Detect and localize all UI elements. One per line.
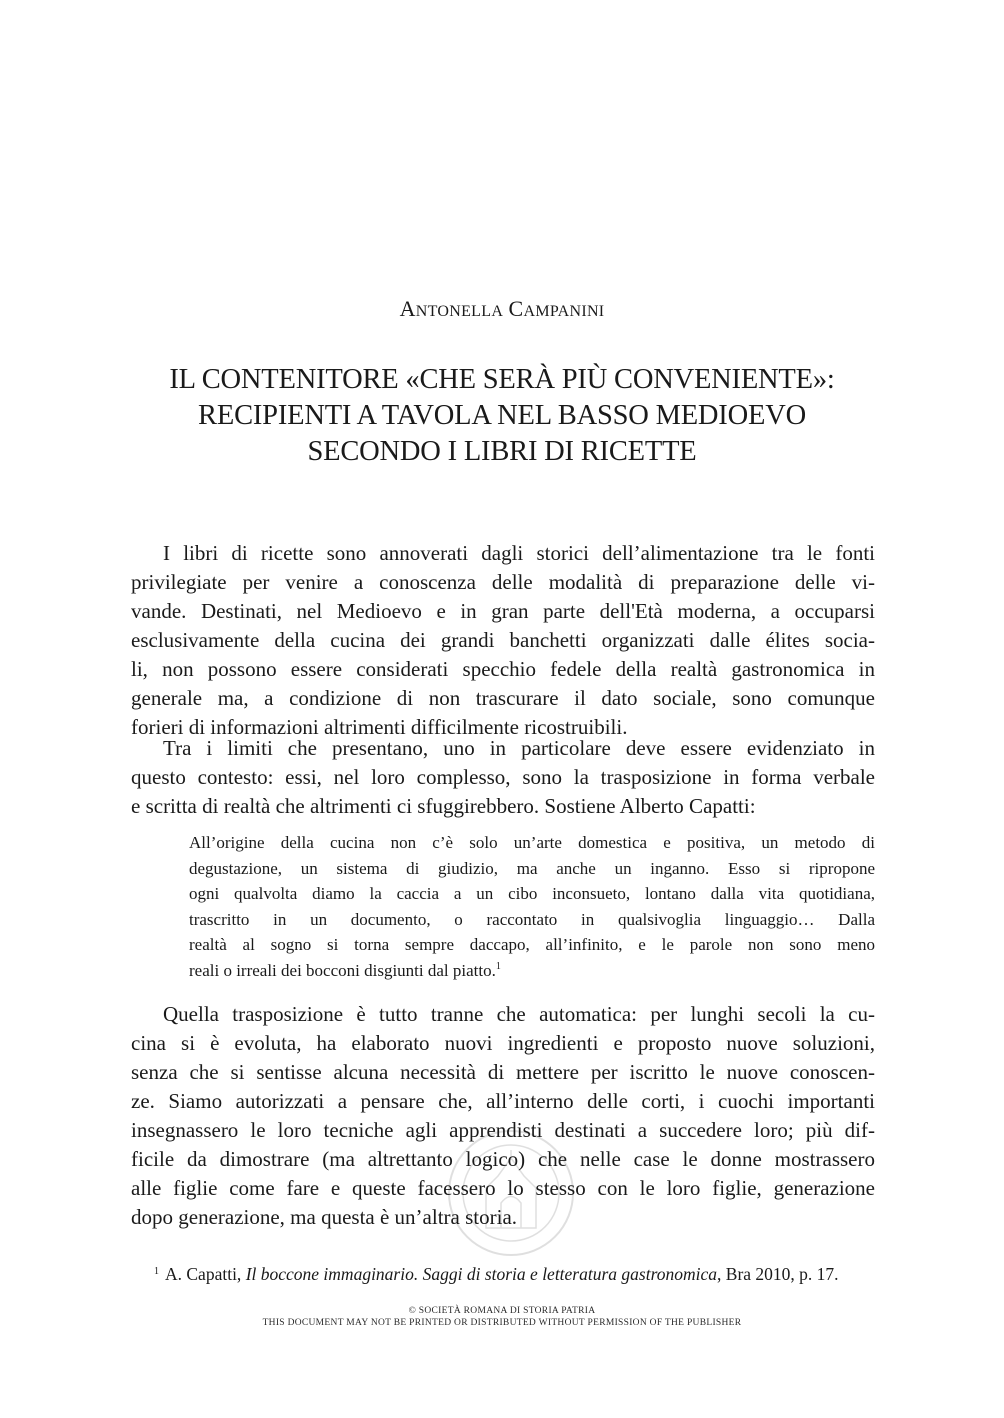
footnote-author: A. Capatti, (165, 1264, 242, 1284)
quote-line-last (189, 958, 875, 984)
author-first-rest: NTONELLA (415, 303, 504, 320)
text-line: vande. Destinati, nel Medioevo e in gran parte dell'Età moderna, a occuparsi (131, 599, 875, 623)
quote-line: ogni qualvolta diamo la caccia a un cibo inconsueto, lontano dalla vita quotidiana, (189, 884, 875, 903)
paragraph-1 (131, 539, 875, 742)
paragraph-2 (131, 734, 875, 821)
author-last-initial: C (508, 296, 524, 321)
text-line: alle figlie come fare e queste facessero lo stesso con le loro figlie, generazione (131, 1176, 875, 1200)
text-line: ze. Siamo autorizzati a pensare che, all’interno delle corti, i cuochi importanti (131, 1089, 875, 1113)
text-line: privilegiate per venire a conoscenza delle modalità di preparazione delle vi- (131, 570, 875, 594)
author-name (0, 296, 1004, 322)
copyright-notice (0, 1305, 1004, 1329)
text-line: ficile da dimostrare (ma altrettanto logico) che nelle case le donne mostrassero (131, 1147, 875, 1171)
title-line: SECONDO I LIBRI DI RICETTE (307, 436, 697, 467)
paragraph-3 (131, 1000, 875, 1232)
author-last-rest: AMPANINI (523, 303, 605, 320)
title-line: RECIPIENTI A TAVOLA NEL BASSO MEDIOEVO (198, 400, 806, 431)
text-line: generale ma, a condizione di non trascurare il dato sociale, sono comunque (131, 686, 875, 710)
footnote-number: 1 (154, 1266, 159, 1277)
text-line: Quella trasposizione è tutto tranne che automatica: per lunghi secoli la cu- (163, 1002, 875, 1026)
text-line: cina si è evoluta, ha elaborato nuovi ingredienti e proposto nuove soluzioni, (131, 1031, 875, 1055)
article-title (0, 362, 1004, 470)
quote-line: degustazione, un sistema di giudizio, ma anche un inganno. Esso si ripropone (189, 858, 875, 878)
copyright-line-2: THIS DOCUMENT MAY NOT BE PRINTED OR DISTRIBUTED WITHOUT PERMISSION OF THE PUBLISHER (262, 1318, 742, 1328)
text-line: senza che si sentisse alcuna necessità di mettere per iscritto le nuove conoscen- (131, 1060, 875, 1084)
quote-text: reali o irreali dei bocconi disgiunti dal piatto. (189, 960, 496, 980)
footnote-reference[interactable]: 1 (495, 960, 501, 972)
quote-line: trascritto in un documento, o raccontato in qualsivoglia linguaggio… Dalla (189, 909, 875, 929)
text-line: e scritta di realtà che altrimenti ci sfuggirebbero. Sostiene Alberto Capatti: (131, 794, 756, 818)
block-quote (189, 830, 875, 983)
quote-line: realtà al sogno si torna sempre daccapo, all’infinito, e le parole non sono meno (189, 935, 875, 954)
text-line: questo contesto: essi, nel loro complesso, sono la trasposizione in forma verbale (131, 765, 875, 789)
copyright-line-1: © SOCIETÀ ROMANA DI STORIA PATRIA (408, 1306, 596, 1316)
footnote-rest: , Bra 2010, p. 17. (717, 1264, 839, 1284)
footnote (154, 1260, 876, 1286)
footnote-work-title: Il boccone immaginario. Saggi di storia e letteratura gastronomica (245, 1264, 718, 1284)
text-line: esclusivamente della cucina dei grandi banchetti organizzati dalle élites socia- (131, 628, 875, 652)
quote-line: All’origine della cucina non c’è solo un’arte domestica e positiva, un metodo di (189, 833, 875, 852)
text-line: li, non possono essere considerati specchio fedele della realtà gastronomica in (131, 657, 875, 681)
text-line: dopo generazione, ma questa è un’altra storia. (131, 1205, 518, 1229)
author-first-initial: A (399, 296, 416, 321)
text-line: Tra i limiti che presentano, uno in particolare deve essere evidenziato in (163, 736, 875, 760)
text-line: forieri di informazioni altrimenti difficilmente ricostruibili. (131, 715, 628, 739)
text-line: I libri di ricette sono annoverati dagli storici dell’alimentazione tra le fonti (163, 541, 875, 565)
text-line: insegnassero le loro tecniche agli apprendisti destinati a succedere loro; più dif- (131, 1118, 875, 1142)
title-line: IL CONTENITORE «CHE SERÀ PIÙ CONVENIENTE»: (169, 364, 835, 395)
